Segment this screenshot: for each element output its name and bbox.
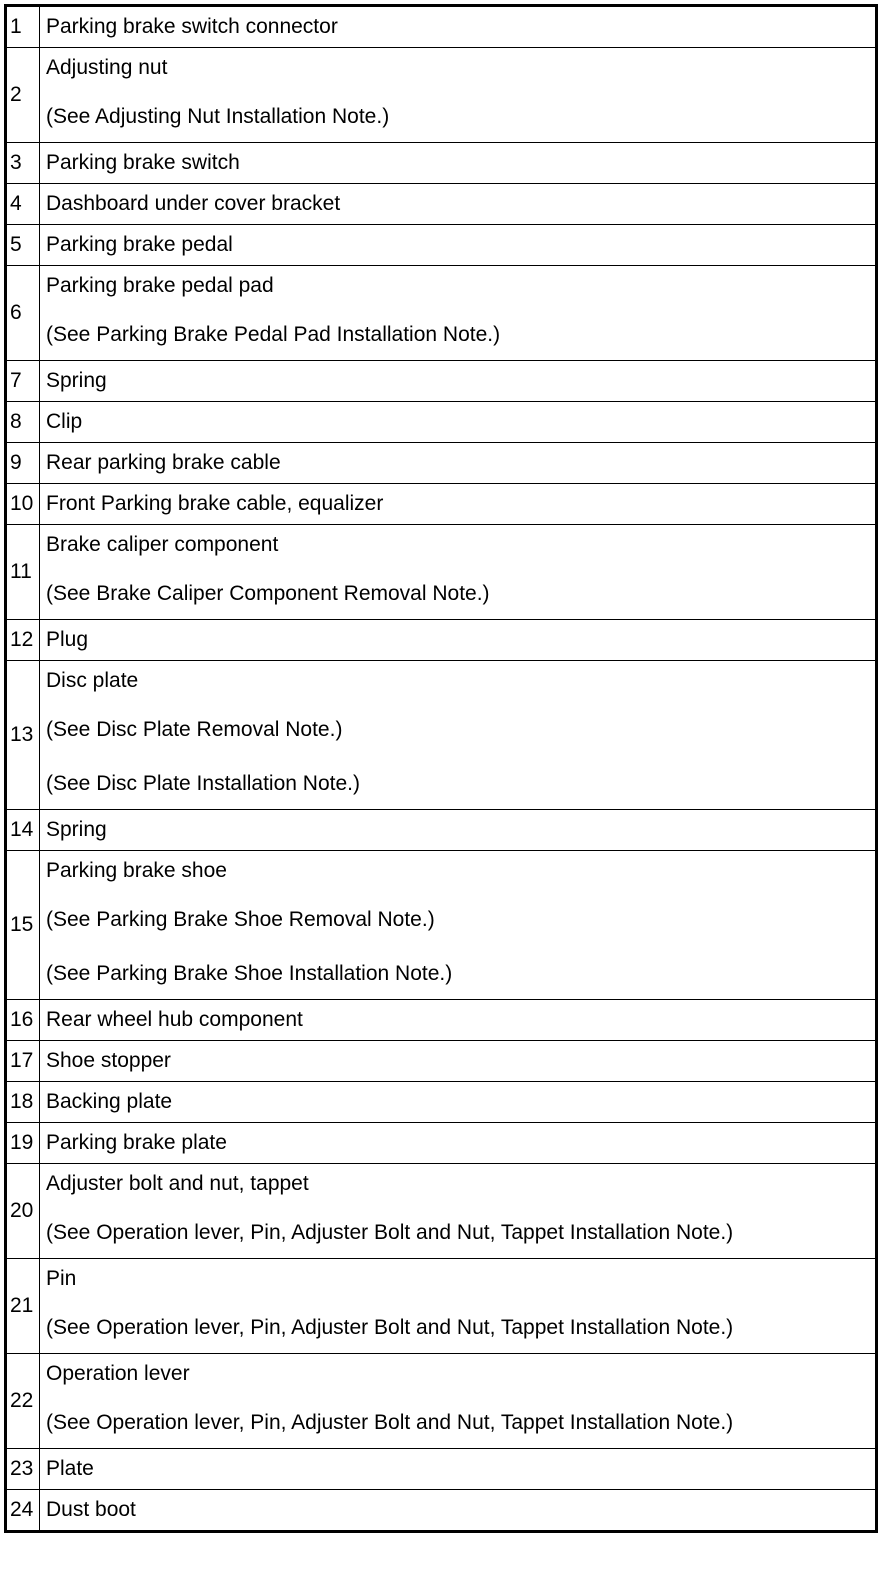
part-name: Pin: [46, 1267, 77, 1290]
part-description: [40, 1449, 877, 1490]
part-description: [40, 143, 877, 184]
part-name: Plate: [46, 1457, 94, 1480]
part-name: Rear wheel hub component: [46, 1008, 303, 1031]
part-number: 10: [6, 484, 40, 525]
part-number: 19: [6, 1123, 40, 1164]
table-row: [6, 620, 877, 661]
part-name: Parking brake switch: [46, 151, 240, 174]
part-name: Parking brake plate: [46, 1131, 227, 1154]
part-description: [40, 184, 877, 225]
part-number: 4: [6, 184, 40, 225]
part-name: Disc plate: [46, 669, 139, 692]
part-name: Plug: [46, 628, 89, 651]
table-row: [6, 1000, 877, 1041]
part-name: Operation lever: [46, 1362, 190, 1385]
parts-table-body: [6, 6, 877, 1532]
table-row: [6, 225, 877, 266]
table-row: [6, 1449, 877, 1490]
part-number: 23: [6, 1449, 40, 1490]
part-number: 7: [6, 361, 40, 402]
part-description: [40, 48, 877, 143]
table-row: [6, 810, 877, 851]
part-description: [40, 1164, 877, 1259]
part-note: (See Adjusting Nut Installation Note.): [46, 105, 390, 128]
table-row: [6, 1164, 877, 1259]
table-row: [6, 1490, 877, 1532]
part-number: 5: [6, 225, 40, 266]
part-number: 2: [6, 48, 40, 143]
part-description: [40, 1259, 877, 1354]
part-description: [40, 810, 877, 851]
part-description: [40, 525, 877, 620]
part-note: (See Parking Brake Shoe Installation Note.): [46, 962, 453, 985]
part-number: 18: [6, 1082, 40, 1123]
table-row: [6, 484, 877, 525]
part-name: Backing plate: [46, 1090, 173, 1113]
part-name: Parking brake shoe: [46, 859, 227, 882]
part-number: 24: [6, 1490, 40, 1532]
part-description: [40, 443, 877, 484]
table-row: [6, 402, 877, 443]
part-name: Front Parking brake cable, equalizer: [46, 492, 384, 515]
part-description: [40, 1082, 877, 1123]
part-description: [40, 851, 877, 1000]
part-number: 21: [6, 1259, 40, 1354]
part-description: [40, 1041, 877, 1082]
part-name: Adjusting nut: [46, 56, 168, 79]
table-row: [6, 48, 877, 143]
part-note: (See Brake Caliper Component Removal Note.): [46, 582, 490, 605]
part-description: [40, 661, 877, 810]
part-description: [40, 1000, 877, 1041]
table-row: [6, 6, 877, 48]
table-row: [6, 184, 877, 225]
table-row: [6, 361, 877, 402]
part-name: Rear parking brake cable: [46, 451, 281, 474]
part-number: 14: [6, 810, 40, 851]
part-note: (See Operation lever, Pin, Adjuster Bolt and Nut, Tappet Installation Note.): [46, 1411, 734, 1434]
table-row: [6, 661, 877, 810]
table-row: [6, 443, 877, 484]
part-number: 15: [6, 851, 40, 1000]
part-number: 16: [6, 1000, 40, 1041]
part-name: Parking brake switch connector: [46, 15, 338, 38]
part-description: [40, 266, 877, 361]
part-name: Adjuster bolt and nut, tappet: [46, 1172, 309, 1195]
part-note: (See Operation lever, Pin, Adjuster Bolt and Nut, Tappet Installation Note.): [46, 1221, 734, 1244]
part-number: 8: [6, 402, 40, 443]
table-row: [6, 525, 877, 620]
table-row: [6, 1082, 877, 1123]
part-name: Dust boot: [46, 1498, 136, 1521]
table-row: [6, 1259, 877, 1354]
part-number: 17: [6, 1041, 40, 1082]
part-name: Spring: [46, 369, 107, 392]
table-row: [6, 143, 877, 184]
part-number: 22: [6, 1354, 40, 1449]
part-note: (See Parking Brake Pedal Pad Installation Note.): [46, 323, 501, 346]
part-number: 20: [6, 1164, 40, 1259]
part-description: [40, 402, 877, 443]
table-row: [6, 266, 877, 361]
part-name: Parking brake pedal: [46, 233, 233, 256]
part-number: 1: [6, 6, 40, 48]
part-description: [40, 1354, 877, 1449]
parts-table: [4, 4, 878, 1533]
part-note: (See Disc Plate Installation Note.): [46, 772, 360, 795]
part-number: 12: [6, 620, 40, 661]
part-description: [40, 1123, 877, 1164]
part-description: [40, 361, 877, 402]
part-number: 6: [6, 266, 40, 361]
part-name: Spring: [46, 818, 107, 841]
table-row: [6, 851, 877, 1000]
table-row: [6, 1123, 877, 1164]
part-note: (See Disc Plate Removal Note.): [46, 718, 343, 741]
part-name: Dashboard under cover bracket: [46, 192, 341, 215]
part-description: [40, 6, 877, 48]
part-number: 9: [6, 443, 40, 484]
part-description: [40, 1490, 877, 1532]
part-name: Clip: [46, 410, 83, 433]
part-name: Shoe stopper: [46, 1049, 171, 1072]
part-note: (See Operation lever, Pin, Adjuster Bolt and Nut, Tappet Installation Note.): [46, 1316, 734, 1339]
part-name: Brake caliper component: [46, 533, 279, 556]
part-number: 11: [6, 525, 40, 620]
part-description: [40, 620, 877, 661]
part-note: (See Parking Brake Shoe Removal Note.): [46, 908, 435, 931]
table-row: [6, 1354, 877, 1449]
part-number: 13: [6, 661, 40, 810]
part-number: 3: [6, 143, 40, 184]
table-row: [6, 1041, 877, 1082]
part-description: [40, 484, 877, 525]
part-name: Parking brake pedal pad: [46, 274, 274, 297]
part-description: [40, 225, 877, 266]
